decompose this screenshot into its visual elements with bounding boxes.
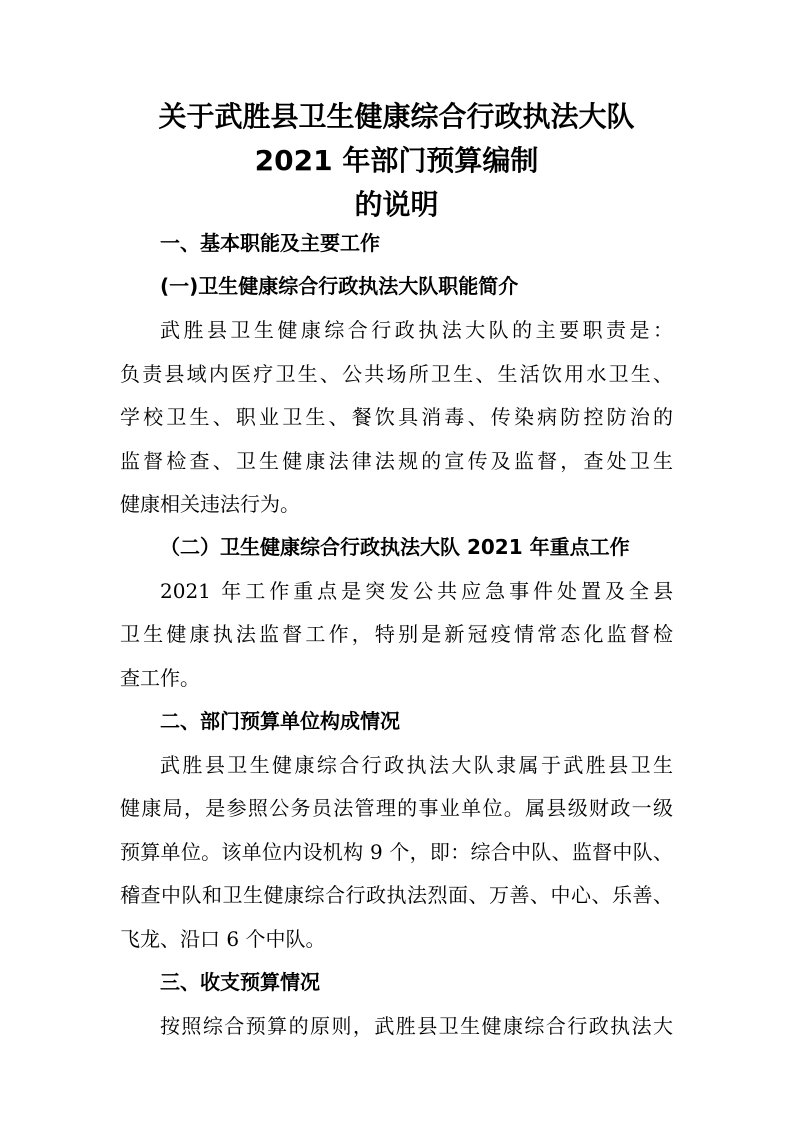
paragraph-line: 监督检查、卫生健康法律法规的宣传及监督，查处卫生	[120, 449, 673, 473]
paragraph-line: 预算单位。该单位内设机构 9 个，即：综合中队、监督中队、	[120, 840, 673, 864]
paragraph-line: 健康相关违法行为。	[120, 492, 300, 516]
section3-heading: 三、收支预算情况	[160, 970, 320, 994]
paragraph-line: 飞龙、沿口 6 个中队。	[120, 927, 326, 951]
paragraph-line: 2021 年工作重点是突发公共应急事件处置及全县	[160, 579, 673, 603]
paragraph-line: 稽查中队和卫生健康综合行政执法烈面、万善、中心、乐善、	[120, 883, 673, 907]
section2-heading: 二、部门预算单位构成情况	[160, 709, 400, 733]
document-title-line-3: 的说明	[354, 188, 439, 221]
paragraph-line: 负责县域内医疗卫生、公共场所卫生、生活饮用水卫生、	[120, 362, 673, 386]
section1-sub1-heading: (一)卫生健康综合行政执法大队职能简介	[160, 274, 519, 298]
section1-heading: 一、基本职能及主要工作	[160, 231, 380, 255]
paragraph-line: 按照综合预算的原则，武胜县卫生健康综合行政执法大	[160, 1014, 673, 1038]
document-title-line-2: 2021 年部门预算编制	[254, 144, 539, 177]
paragraph-line: 武胜县卫生健康综合行政执法大队隶属于武胜县卫生	[160, 753, 673, 777]
paragraph-line: 学校卫生、职业卫生、餐饮具消毒、传染病防控防治的	[120, 405, 673, 429]
section1-sub2-heading: （二）卫生健康综合行政执法大队 2021 年重点工作	[160, 535, 630, 559]
paragraph-line: 查工作。	[120, 666, 200, 690]
paragraph-line: 卫生健康执法监督工作，特别是新冠疫情常态化监督检	[120, 622, 673, 646]
document-title-line-1: 关于武胜县卫生健康综合行政执法大队	[158, 100, 635, 133]
paragraph-line: 武胜县卫生健康综合行政执法大队的主要职责是：	[160, 318, 673, 342]
paragraph-line: 健康局，是参照公务员法管理的事业单位。属县级财政一级	[120, 796, 673, 820]
